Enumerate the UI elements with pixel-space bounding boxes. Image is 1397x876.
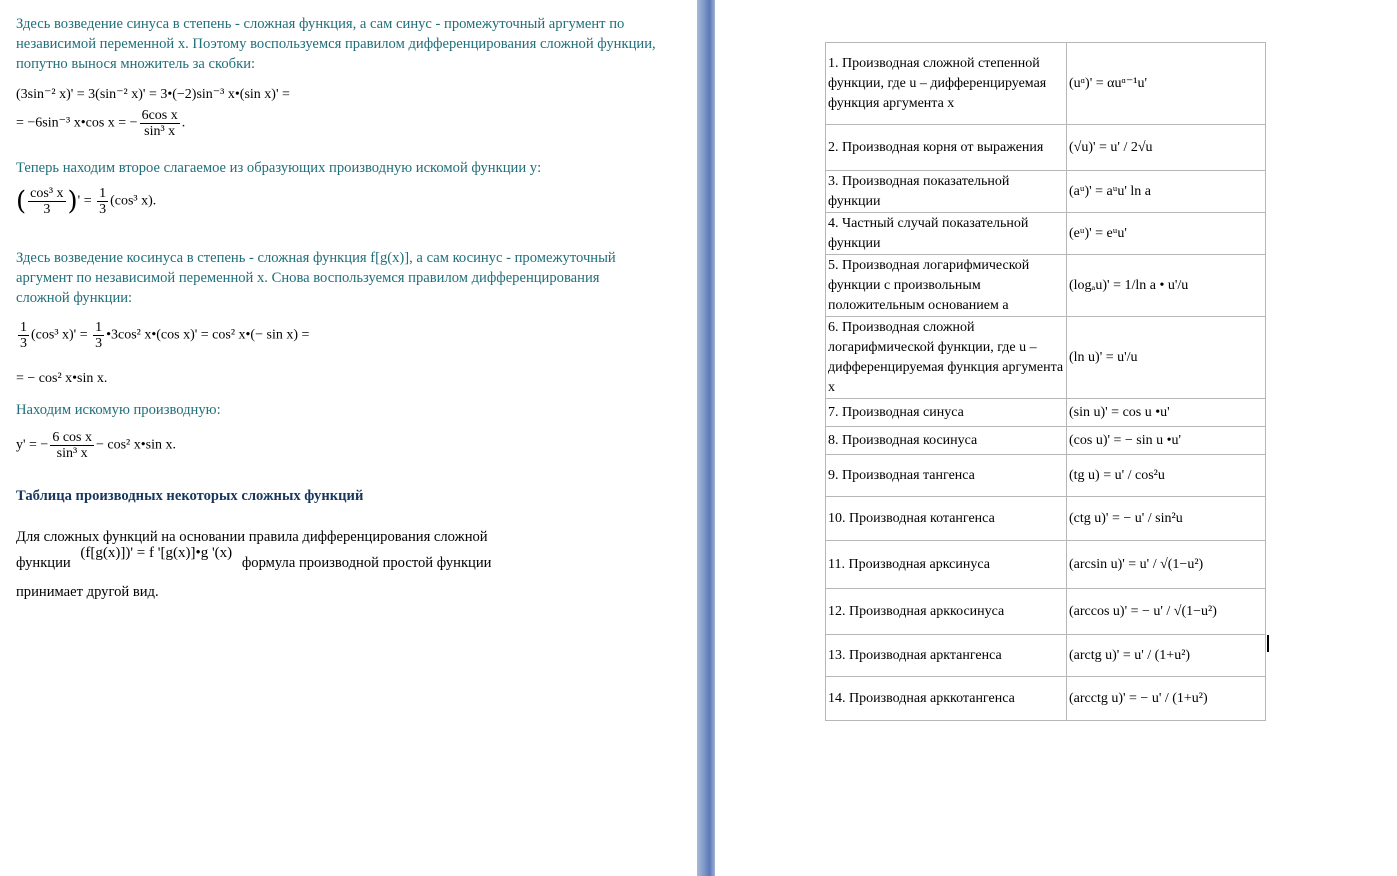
derivative-formula: (√u)' = u' / 2√u — [1067, 125, 1266, 171]
equation-3-line-2: = − cos² x•sin x. — [16, 371, 108, 386]
derivative-name: 6. Производная сложной логарифмической функции, где u – дифференцируемая функция аргумента x — [826, 317, 1067, 399]
eq2-numerator: cos³ x — [30, 186, 64, 201]
eq2-frac-num: 1 — [99, 186, 107, 201]
eq2-denominator: 3 — [43, 202, 51, 217]
equation-4 — [16, 430, 176, 461]
derivative-name: 13. Производная арктангенса — [826, 635, 1067, 677]
eq4-denominator: sin³ x — [56, 446, 88, 461]
derivative-formula: (tg u) = u' / cos²u — [1067, 455, 1266, 497]
table-row — [826, 255, 1266, 317]
equation-2: ( $\frac{\text{cos³ x}}{3}$ )' = $\frac{1}{3}$ (cos³ x). — [16, 186, 157, 217]
paragraph-5-tail: формула производной простой функции — [241, 555, 492, 571]
eq3-frac2-num: 1 — [95, 320, 103, 335]
eq2-tail: (cos³ x). — [110, 193, 157, 209]
derivative-formula: (eᵘ)' = eᵘu' — [1067, 213, 1266, 255]
table-row — [826, 589, 1266, 635]
table-row — [826, 677, 1266, 721]
table-row — [826, 43, 1266, 125]
section-heading: Таблица производных некоторых сложных функций — [16, 488, 364, 504]
derivative-formula: (arctg u)' = u' / (1+u²) — [1067, 635, 1266, 677]
eq1-fraction — [140, 108, 180, 139]
eq3-frac-den: 3 — [20, 336, 27, 351]
paragraph-5-line-2 — [16, 545, 676, 573]
derivative-name: 10. Производная котангенса — [826, 497, 1067, 541]
derivative-name: 2. Производная корня от выражения — [826, 125, 1067, 171]
page-gutter — [697, 0, 715, 876]
eq1-denominator: sin³ x — [144, 124, 176, 139]
derivative-name: 8. Производная косинуса — [826, 427, 1067, 455]
chain-rule-formula: (f[g(x)])' = f '[g(x)]•g '(x) — [80, 545, 233, 561]
equation-1-line-2: = −6sin⁻³ x•cos x = − $\frac{\text{6cos x}}{\text{sin³ x}}$ . — [16, 108, 186, 139]
derivative-name: 1. Производная сложной степенной функции, где u – дифференцируемая функция аргумента x — [826, 43, 1067, 125]
table-row — [826, 399, 1266, 427]
left-page — [0, 0, 697, 876]
equation-3-line-1 — [16, 320, 309, 351]
eq4-numerator: 6 cos x — [52, 430, 92, 445]
eq4-suffix: − cos² x•sin x. — [96, 437, 176, 453]
paragraph-5-line-3: принимает другой вид. — [16, 584, 159, 600]
table-row — [826, 497, 1266, 541]
derivative-name: 5. Производная логарифмической функции с произвольным положительным основанием a — [826, 255, 1067, 317]
derivative-name: 14. Производная арккотангенса — [826, 677, 1067, 721]
derivative-name: 4. Частный случай показательной функции — [826, 213, 1067, 255]
derivative-formula: (sin u)' = cos u •u' — [1067, 399, 1266, 427]
derivative-formula: (arccos u)' = − u' / √(1−u²) — [1067, 589, 1266, 635]
eq1-prefix: = −6sin⁻³ x•cos x = − — [16, 115, 138, 131]
table-row — [826, 171, 1266, 213]
derivative-formula: (ctg u)' = − u' / sin²u — [1067, 497, 1266, 541]
derivative-formula: (aᵘ)' = aᵘu' ln a — [1067, 171, 1266, 213]
table-row — [826, 455, 1266, 497]
table-row — [826, 213, 1266, 255]
derivative-name: 3. Производная показательной функции — [826, 171, 1067, 213]
eq3-rest: •3cos² x•(cos x)' = cos² x•(− sin x) = — [106, 327, 310, 343]
derivatives-table — [825, 42, 1266, 721]
derivative-formula: (arcsin u)' = u' / √(1−u²) — [1067, 541, 1266, 589]
derivative-formula: (cos u)' = − sin u •u' — [1067, 427, 1266, 455]
eq2-frac-den: 3 — [99, 202, 107, 217]
paragraph-5-word: функции — [16, 555, 71, 571]
derivative-name: 7. Производная синуса — [826, 399, 1067, 427]
eq4-prefix: y' = − — [16, 437, 49, 453]
derivative-name: 12. Производная арккосинуса — [826, 589, 1067, 635]
derivative-formula: (logₐu)' = 1/ln a • u'/u — [1067, 255, 1266, 317]
eq3-mid: (cos³ x)' = — [31, 327, 92, 343]
paragraph-4: Находим искомую производную: — [16, 402, 221, 418]
table-row — [826, 635, 1266, 677]
eq3-frac2-den: 3 — [95, 336, 103, 351]
text-cursor — [1267, 635, 1269, 652]
paragraph-1: Здесь возведение синуса в степень - сложная функция, а сам синус - промежуточный аргумент по независимой переменной x. Поэтому воспользуемся правилом дифференцирования сложной функции, попутно вынося множитель за скобки: — [16, 16, 656, 72]
equation-1-line-1: (3sin⁻² x)' = 3(sin⁻² x)' = 3•(−2)sin⁻³ x•(sin x)' = — [16, 87, 290, 102]
derivative-formula: (arcctg u)' = − u' / (1+u²) — [1067, 677, 1266, 721]
eq3-frac-num: 1 — [20, 320, 27, 335]
eq2-mid: ' = — [77, 193, 96, 209]
derivative-formula: (ln u)' = u'/u — [1067, 317, 1266, 399]
paragraph-5-line-1: Для сложных функций на основании правила дифференцирования сложной — [16, 529, 488, 545]
paragraph-2: Теперь находим второе слагаемое из образующих производную искомой функции y: — [16, 160, 542, 176]
table-row — [826, 541, 1266, 589]
table-row — [826, 125, 1266, 171]
eq1-numerator: 6cos x — [141, 108, 178, 123]
table-row — [826, 427, 1266, 455]
derivative-name: 11. Производная арксинуса — [826, 541, 1067, 589]
paragraph-3: Здесь возведение косинуса в степень - сложная функция f[g(x)], а сам косинус - промежуточный аргумент по независимой переменной x. Снова воспользуемся правилом дифференцирования сложной функции: — [16, 250, 616, 306]
table-row — [826, 317, 1266, 399]
derivative-formula: (uᵅ)' = αuᵅ⁻¹u' — [1067, 43, 1266, 125]
derivative-name: 9. Производная тангенса — [826, 455, 1067, 497]
